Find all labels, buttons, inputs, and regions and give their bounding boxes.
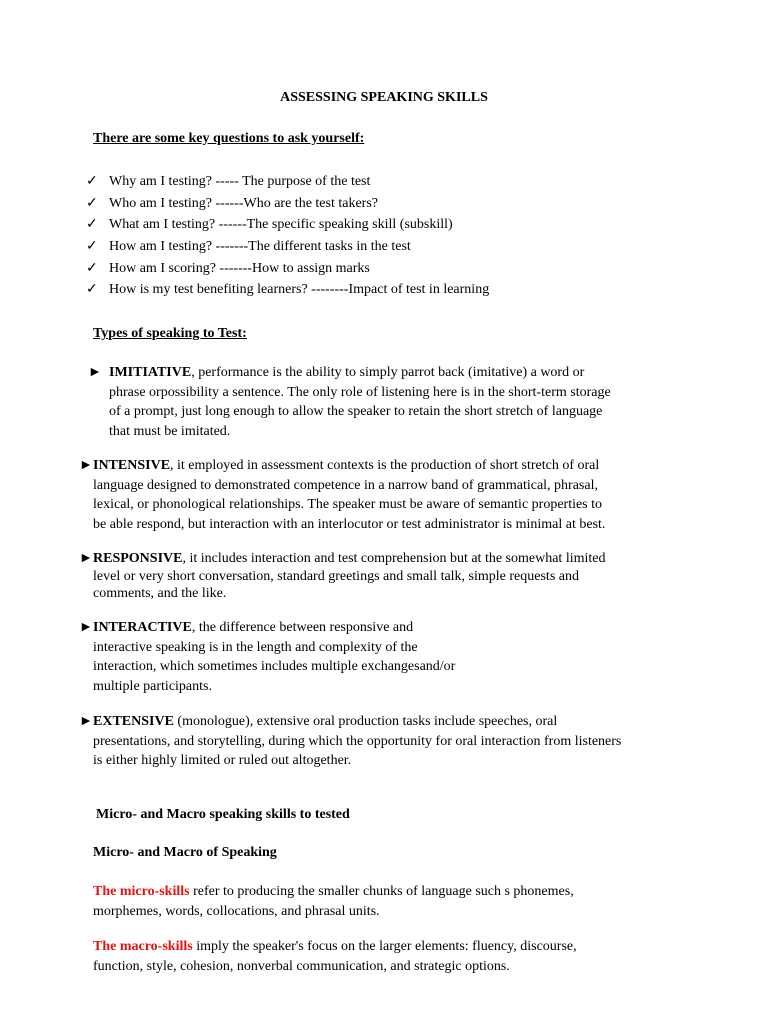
type-term: INTENSIVE bbox=[93, 458, 171, 473]
check-icon: ✓ bbox=[86, 217, 98, 233]
macro-skills-paragraph: The macro-skills imply the speaker's focus on the larger elements: fluency, discourse, function, style, cohesion, nonverbal communication, and strategic options. bbox=[93, 939, 577, 974]
arrow-bullet-icon: ► bbox=[79, 714, 93, 729]
arrow-bullet-icon: ► bbox=[88, 365, 102, 380]
type-intensive: ►INTENSIVE, it employed in assessment contexts is the production of short stretch of oral language designed to demonstrated competence in a narrow band of grammatical, phrasal, lexical, or phonological relationships. The speaker must be aware of semantic properties to be able respond, but interaction with an interlocutor or test administrator is minimal at best. bbox=[79, 458, 606, 532]
type-responsive: ►RESPONSIVE, it includes interaction and test comprehension but at the somewhat limited level or very short conversation, standard greetings and small talk, simple requests and comments, and the like. bbox=[79, 551, 606, 601]
macro-skills-term: The macro-skills bbox=[93, 939, 193, 954]
type-term: RESPONSIVE bbox=[93, 551, 183, 566]
list-item bbox=[86, 194, 489, 216]
micro-skills-term: The micro-skills bbox=[93, 884, 190, 899]
type-interactive: ►INTERACTIVE, the difference between responsive and interactive speaking is in the length and complexity of the interaction, which sometimes includes multiple exchangesand/or multiple participants. bbox=[79, 620, 456, 694]
micro-skills-paragraph: The micro-skills refer to producing the smaller chunks of language such s phonemes, morphemes, words, collocations, and phrasal units. bbox=[93, 884, 574, 919]
check-icon: ✓ bbox=[86, 239, 98, 255]
check-icon: ✓ bbox=[86, 174, 98, 189]
question-text: Who am I testing? ------Who are the test takers? bbox=[109, 195, 378, 211]
question-text: How am I testing? -------The different tasks in the test bbox=[109, 239, 411, 255]
key-questions-heading: There are some key questions to ask yourself: bbox=[93, 131, 365, 146]
type-term: EXTENSIVE bbox=[93, 714, 174, 729]
arrow-bullet-icon: ► bbox=[79, 620, 93, 635]
micro-macro-heading: Micro- and Macro speaking skills to tested bbox=[96, 807, 350, 822]
check-icon: ✓ bbox=[86, 260, 98, 276]
list-item bbox=[86, 259, 489, 281]
question-text: Why am I testing? ----- The purpose of the test bbox=[109, 174, 371, 189]
page-title: ASSESSING SPEAKING SKILLS bbox=[280, 90, 488, 105]
arrow-bullet-icon: ► bbox=[79, 551, 93, 566]
check-icon: ✓ bbox=[86, 195, 98, 211]
question-text: How is my test benefiting learners? --------Impact of test in learning bbox=[109, 282, 490, 298]
arrow-bullet-icon: ► bbox=[79, 458, 93, 473]
type-term: INTERACTIVE bbox=[93, 620, 192, 635]
list-item bbox=[86, 237, 489, 259]
type-extensive: ►EXTENSIVE (monologue), extensive oral production tasks include speeches, oral presentations, and storytelling, during which the opportunity for oral interaction from listeners is either highly limited or ruled out altogether. bbox=[79, 714, 622, 769]
types-heading: Types of speaking to Test: bbox=[93, 326, 247, 341]
question-text: What am I testing? ------The specific speaking skill (subskill) bbox=[109, 217, 453, 233]
list-item bbox=[86, 215, 489, 237]
type-term: IMITIATIVE bbox=[109, 365, 192, 380]
list-item bbox=[86, 172, 489, 194]
check-icon: ✓ bbox=[86, 282, 98, 298]
question-text: How am I scoring? -------How to assign marks bbox=[109, 260, 370, 276]
type-imitative: ► IMITIATIVE, performance is the ability to simply parrot back (imitative) a word or phrase orpossibility a sentence. The only role of listening here is in the short-term storage of a prompt, just long enough to allow the speaker to retain the short stretch of language that must be imitated. bbox=[88, 365, 611, 439]
micro-macro-subheading: Micro- and Macro of Speaking bbox=[93, 845, 277, 860]
list-item bbox=[86, 280, 489, 302]
key-questions-list bbox=[86, 172, 489, 302]
